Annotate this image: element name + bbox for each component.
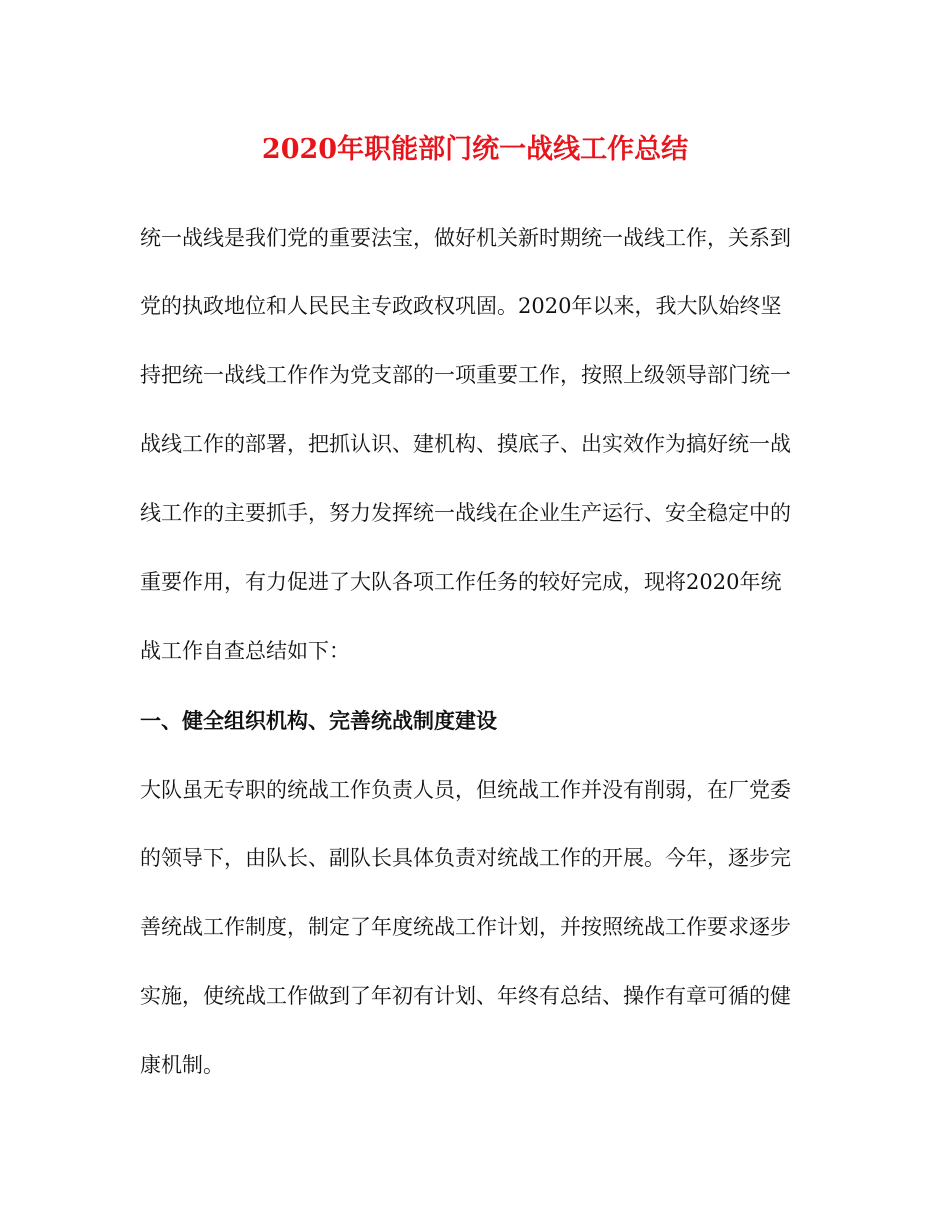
paragraph-line: 党的执政地位和人民民主专政政权巩固。2020年以来，我大队始终坚 [140,294,782,318]
paragraph-line: 康机制。 [140,1053,224,1077]
section-heading: 一、健全组织机构、完善统战制度建设 [140,708,497,733]
document-title: 2020年职能部门统一战线工作总结 [261,134,689,165]
paragraph-line: 善统战工作制度，制定了年度统战工作计划，并按照统战工作要求逐步 [140,915,791,939]
paragraph-line: 持把统一战线工作作为党支部的一项重要工作，按照上级领导部门统一 [140,363,791,387]
paragraph-line: 的领导下，由队长、副队长具体负责对统战工作的开展。今年，逐步完 [140,846,791,870]
paragraph-line: 战线工作的部署，把抓认识、建机构、摸底子、出实效作为搞好统一战 [140,432,791,456]
paragraph-line: 大队虽无专职的统战工作负责人员，但统战工作并没有削弱，在厂党委 [140,778,791,802]
paragraph-line: 战工作自查总结如下： [140,639,350,663]
paragraph-line: 线工作的主要抓手，努力发挥统一战线在企业生产运行、安全稳定中的 [140,501,791,525]
paragraph-line: 实施，使统战工作做到了年初有计划、年终有总结、操作有章可循的健 [140,984,791,1008]
paragraph-line: 统一战线是我们党的重要法宝，做好机关新时期统一战线工作，关系到 [140,226,791,250]
paragraph-line: 重要作用，有力促进了大队各项工作任务的较好完成，现将2020年统 [140,570,782,594]
